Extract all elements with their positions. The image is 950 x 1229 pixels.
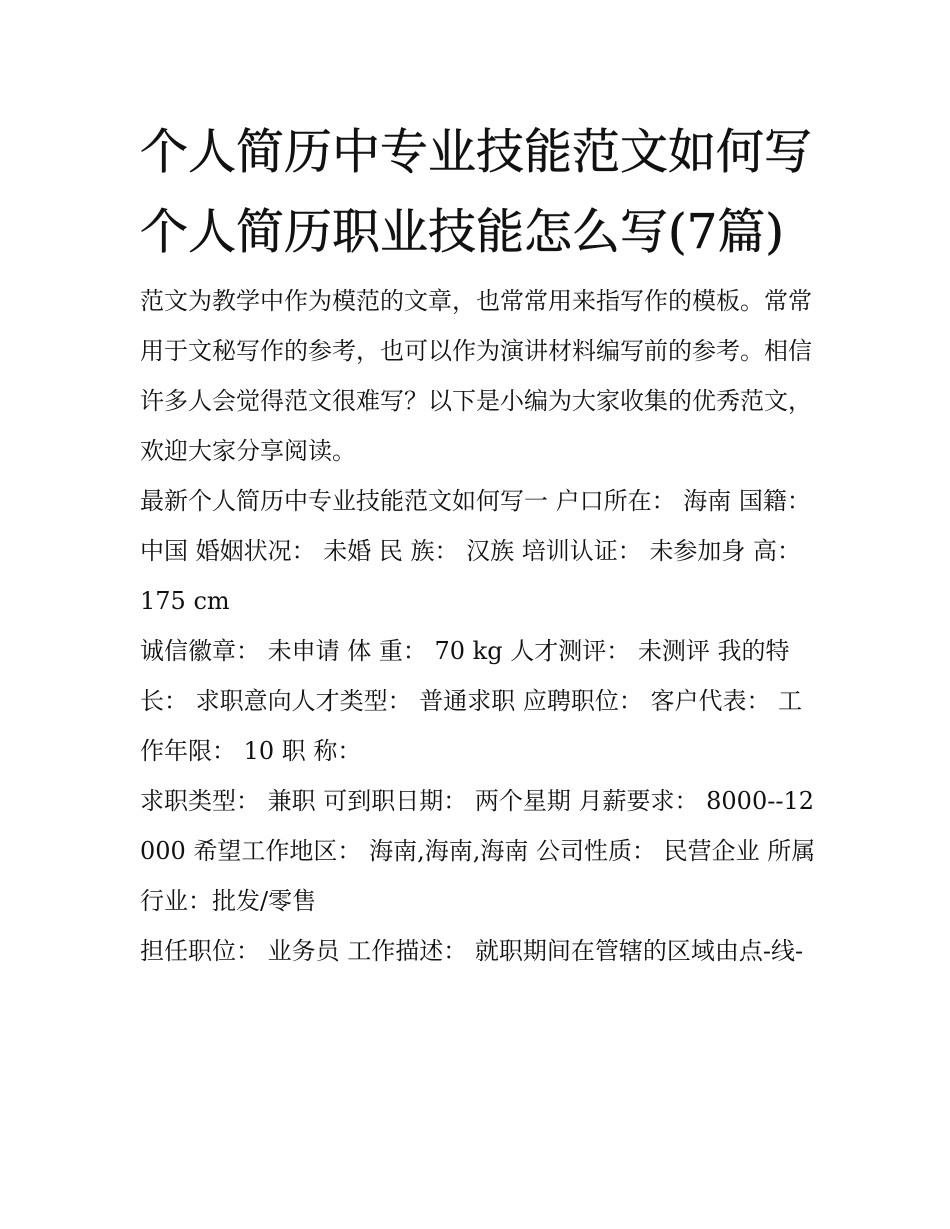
personal-info-paragraph: 最新个人简历中专业技能范文如何写一 户口所在： 海南 国籍： 中国 婚姻状况： 未婚 民 族： 汉族 培训认证： 未参加身 高： 175 cm xyxy=(140,487,811,615)
job-type-paragraph: 求职类型： 兼职 可到职日期： 两个星期 月薪要求： 8000--12000 希望工作地区： 海南,海南,海南 公司性质： 民营企业 所属行业：批发/零售 xyxy=(140,787,816,915)
intro-paragraph: 范文为教学中作为模范的文章，也常常用来指写作的模板。常常用于文秘写作的参考，也可以作为演讲材料编写前的参考。相信许多人会觉得范文很难写？以下是小编为大家收集的优秀范文，欢迎大家分享阅读。 xyxy=(140,287,812,465)
work-experience-paragraph: 担任职位： 业务员 工作描述： 就职期间在管辖的区域由点-线- xyxy=(140,937,804,965)
document-title: 个人简历中专业技能范文如何写 个人简历职业技能怎么写(7篇) xyxy=(140,124,813,260)
document-content xyxy=(140,112,820,976)
job-intention-paragraph: 诚信徽章： 未申请 体 重： 70 kg 人才测评： 未测评 我的特长： 求职意向人才类型： 普通求职 应聘职位： 客户代表： 工作年限： 10 职 称： xyxy=(140,637,803,765)
